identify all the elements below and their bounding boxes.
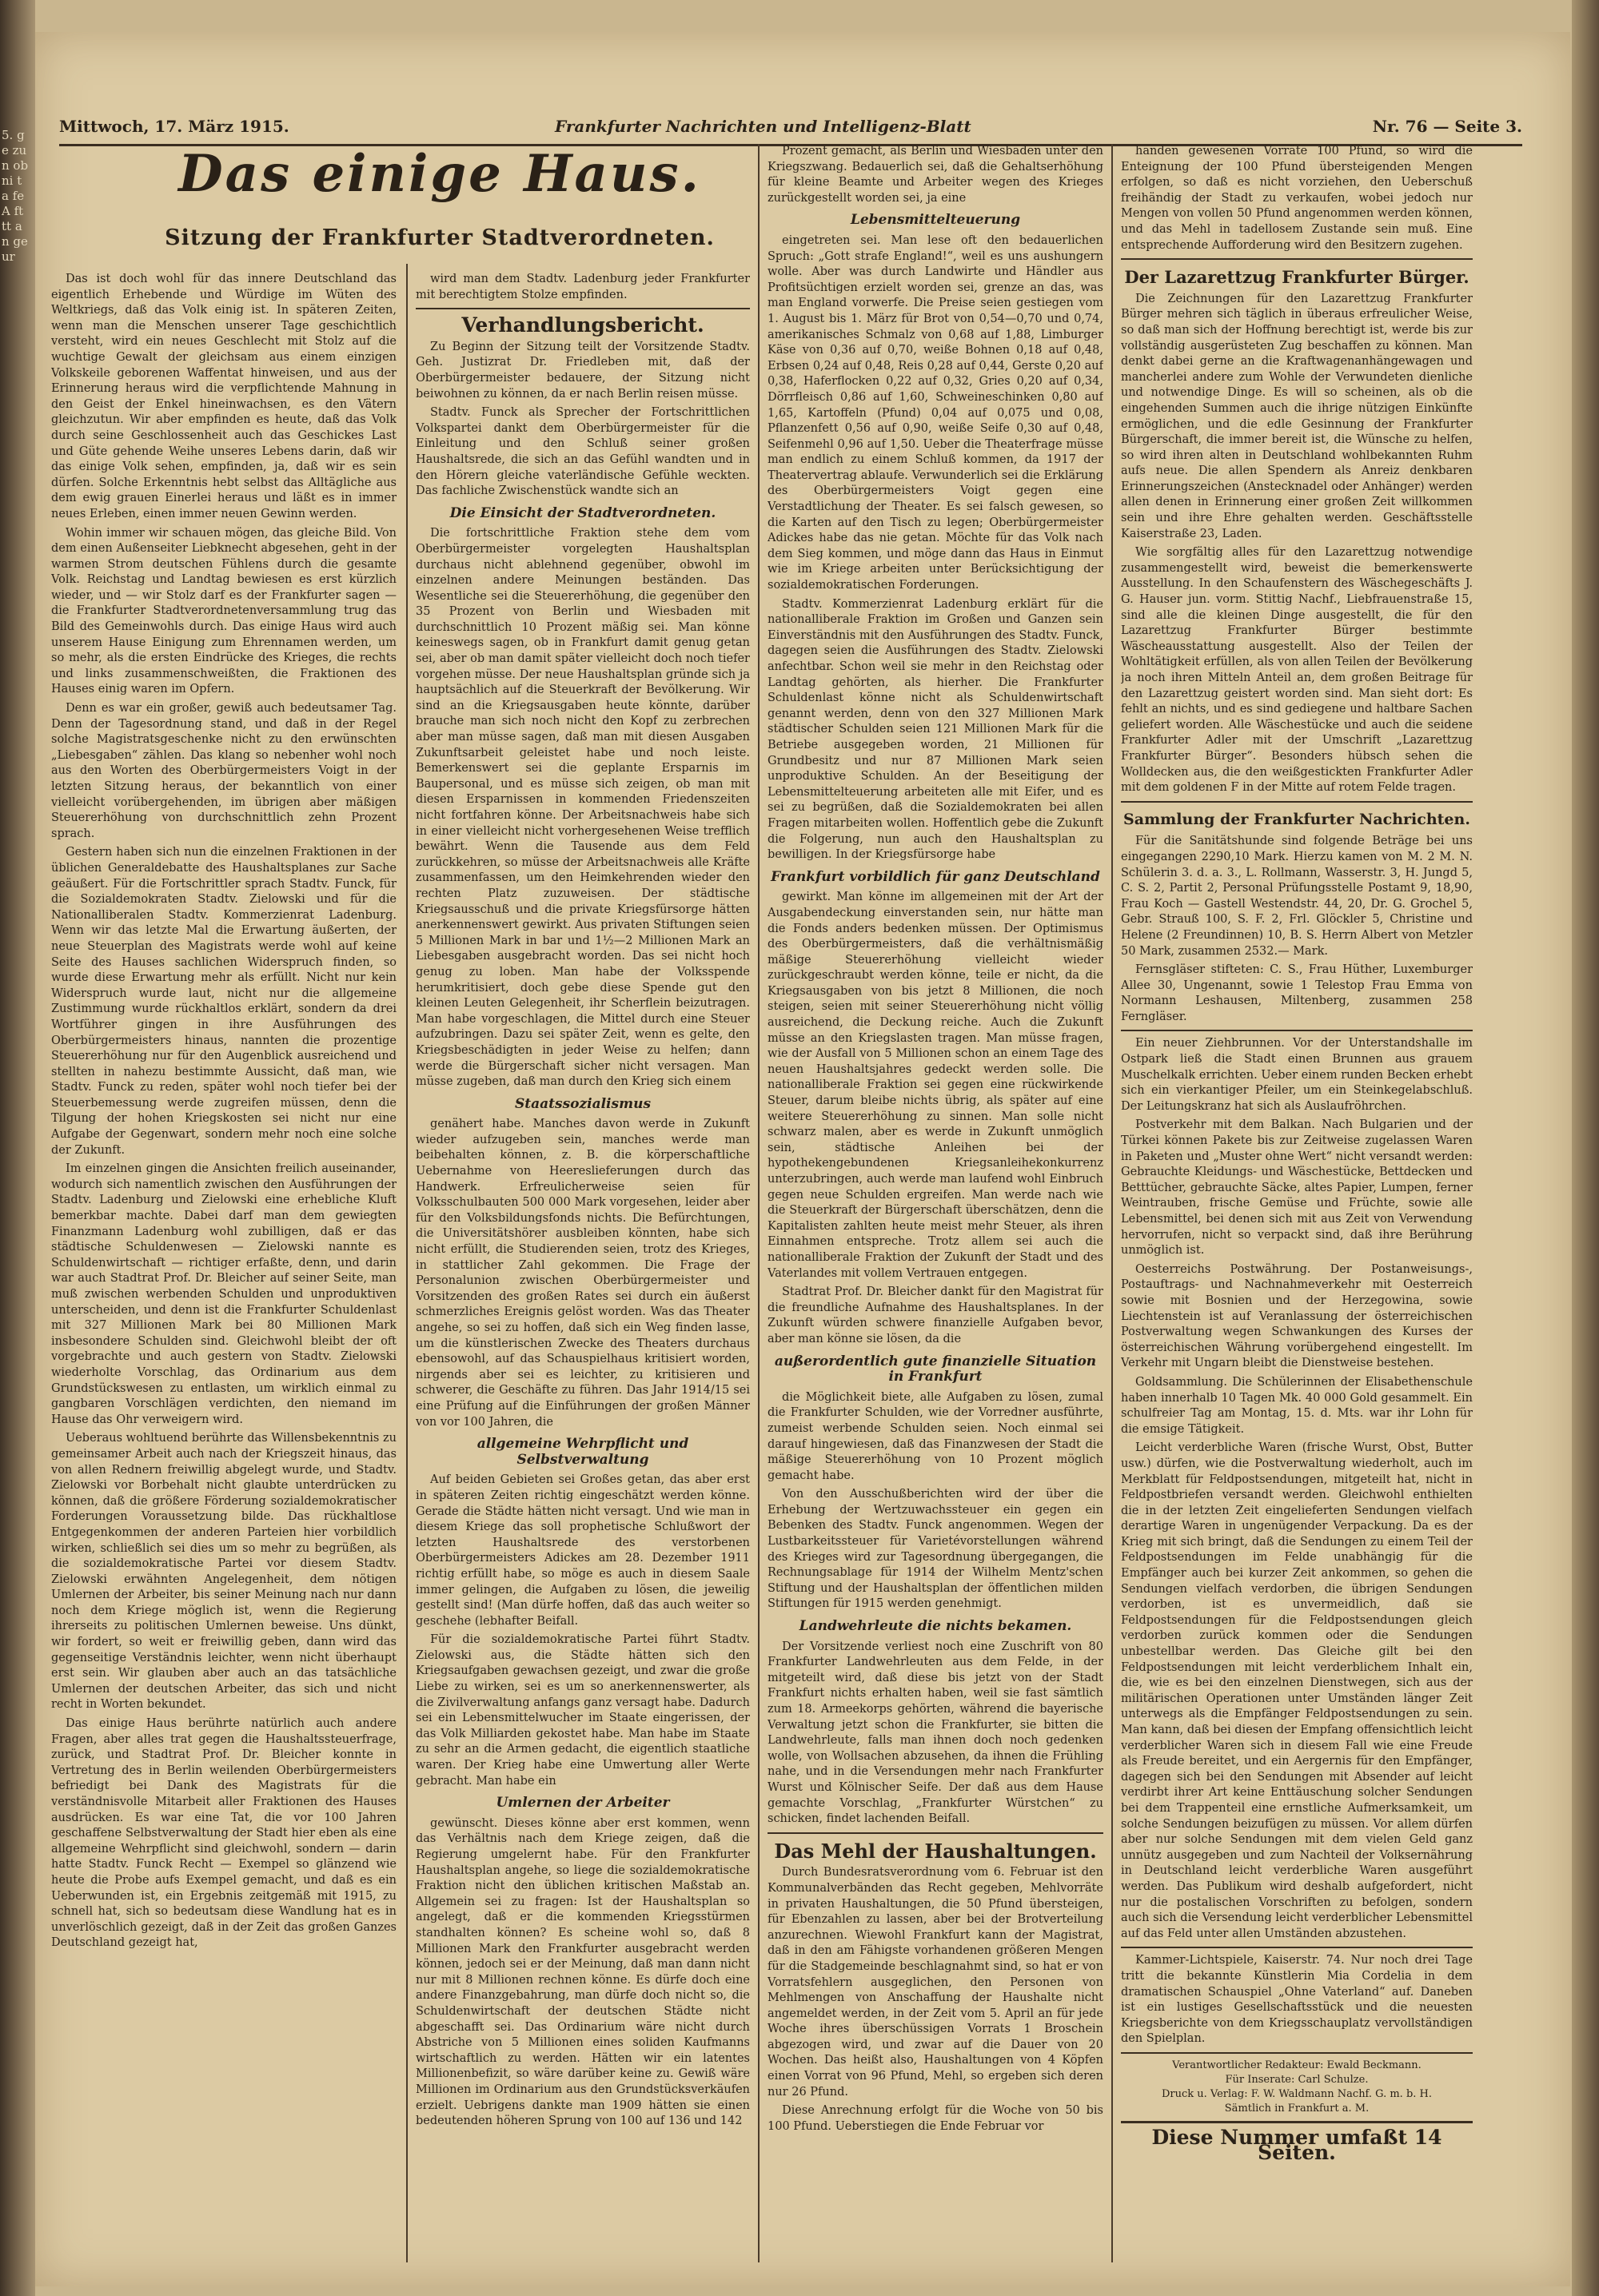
paragraph: Kammer-Lichtspiele, Kaiserstr. 74. Nur noch drei Tage tritt die bekannte Künstlerin Mia Cordelia in dem dramatischen Schauspiel „Ohne Vaterland“ auf. Daneben ist ein lustiges Gesellschaftsstück und die neuesten Kriegsberichte von dem Kriegsschauplatz vervollständigen den Spielplan. bbox=[1121, 1954, 1473, 2046]
paragraph: Stadtv. Kommerzienrat Ladenburg erklärt für die nationalliberale Fraktion im Großen und Ganzen sein Einverständnis mit den Ausführungen des Stadtv. Funck, dagegen seien die Ausführungen des Stadtv. Zielowski anfechtbar. Schon weil sie mehr in den Reichstag oder Landtag gehörten, als hierher. Die Frankfurter Schuldenlast könne nicht als Schuldenwirtschaft genannt werden, denn von den 327 Millionen Mark städtischer Schulden seien 121 Millionen Mark für die Betriebe ausgegeben worden, 21 Millionen für Grundbesitz und nur 87 Millionen Mark seien unproduktive Schulden. An der Beseitigung der Lebensmittelteuerung arbeiteten alle mit Eifer, und es sei zu begrüßen, daß die Sozialdemokraten bei allen Fragen mitarbeiten wollen. Hoffentlich gebe die Zukunft die Folgerung, nun auch den Haushaltsplan zu bewilligen. In der Kriegsfürsorge habe bbox=[768, 597, 1103, 862]
divider bbox=[1121, 258, 1473, 260]
imprint-line: Für Inserate: Carl Schulze. bbox=[1225, 2073, 1369, 2086]
subheading: Staatssozialismus bbox=[514, 1095, 652, 1112]
page-header bbox=[59, 112, 1522, 146]
subheading: allgemeine Wehrpflicht und Selbstverwaltung bbox=[477, 1436, 689, 1468]
subheading: Umlernen der Arbeiter bbox=[496, 1795, 670, 1812]
column-rule bbox=[758, 144, 760, 2262]
headline: Das einige Haus. bbox=[178, 144, 701, 204]
divider bbox=[1121, 1030, 1473, 1031]
paragraph: Durch Bundesratsverordnung vom 6. Februar ist den Kommunalverbänden das Recht gegeben, Mehlvorräte in privaten Haushaltungen, die 50 Pfund übersteigen, für Ebenzahlen zu lassen, aber bei der Brotverteilung anzurechnen. Wiewohl Frankfurt kann der Magistrat, daß in den am Fähigste vorhandenen größeren Mengen für die Stadgemeinde beschlagnahmt sind, so hat er von Vorratsfehlern ausgeglichen, den Personen von Mehlmengen von Anschaffung der Haushalte nicht angemeldet werden, in der Zeit vom 5. April an für jede Woche ihres überschüssigen Vorrats 1 Broschein abgezogen wird, und zwar auf die Dauer von 20 Wochen. Das heißt also, Haushaltungen von 4 Köpfen einen Vorrat von 96 Pfund, Mehl, so ergeben sich deren nur 26 Pfund. bbox=[768, 1866, 1103, 2099]
paragraph: handen gewesenen Vorräte 100 Pfund, so wird die Enteignung der 100 Pfund übersteigenden Mengen erfolgen, so daß es nicht vorziehen, den Ueberschuß freihändig der Stadt zu verkaufen, wobei jedoch nur Mengen von vollen 50 Pfund angenommen werden können, und das Mehl in tadellosem Zustande sein muß. Eine entsprechende Aufforderung wird den Besitzern zugehen. bbox=[1121, 145, 1473, 252]
column-4 bbox=[1121, 144, 1473, 2270]
header-issue: Nr. 76 — Seite 3. bbox=[1372, 117, 1522, 136]
paragraph: Wohin immer wir schauen mögen, das gleiche Bild. Von dem einen Außenseiter Liebknecht abgesehen, geht in der warmen Strom deutschen Fühlens durch die gesamte Volk. Reichstag und Landtag bewiesen es erst kürzlich wieder, und — wir Stolz darf es der Frankfurter sagen — die Frankfurter Stadtverordnetenversammlung trug das Bild des Gemeinwohls durch. Das einige Haus wird auch unserem Hause Einigung zum Ehrennamen werden, um so mehr, als die ersten Eindrücke des Krieges, die rechts und links zusammenschweißten, die Fraktionen des Hauses einig waren im Opfern. bbox=[51, 526, 397, 696]
paragraph: Oesterreichs Postwährung. Der Postanweisungs-, Postauftrags- und Nachnahmeverkehr mit Oesterreich sowie mit Bosnien und der Herzegowina, sowie Liechtenstein ist auf Veranlassung der österreichischen Postverwaltung wegen Schwankungen des Kurses der österreichischen Währung vorübergehend eingestellt. Im Verkehr mit Ungarn bleibt die Dienstweise bestehen. bbox=[1121, 1262, 1473, 1370]
paragraph: Diese Anrechnung erfolgt für die Woche von 50 bis 100 Pfund. Ueberstiegen die Ende Februar vor bbox=[768, 2104, 1103, 2133]
subheading: Frankfurt vorbildlich für ganz Deutschland bbox=[771, 868, 1100, 885]
column-rule bbox=[406, 264, 408, 2262]
subheading: Die Einsicht der Stadtverordneten. bbox=[449, 504, 716, 521]
section-heading: Verhandlungsbericht. bbox=[461, 313, 704, 337]
imprint-line: Sämtlich in Frankfurt a. M. bbox=[1224, 2102, 1370, 2115]
paragraph: Prozent gemacht, als Berlin und Wiesbaden unter den Kriegszwang. Bedauerlich sei, daß die Gehaltserhöhung für kleine Beamte und Arbeiter wegen des Krieges zurückgestellt worden sei, ja eine bbox=[768, 145, 1103, 205]
paragraph: Das einige Haus berührte natürlich auch andere Fragen, aber alles trat gegen die Haushaltssteuerfrage, zurück, und Stadtrat Prof. Dr. Bleicher konnte in Vertretung des in Berlin weilenden Oberbürgermeisters befriedigt bei Dank des Magistrats für die verständnisvolle Mitarbeit aller Fraktionen des Hauses ausdrücken. Es war eine Tat, die vor 100 Jahren geschaffene Selbstverwaltung der Stadt hier eben als eine allgemeine Wehrpflicht sind gleichwohl, sondern — darin hatte Stadtv. Funck Recht — Exempel so glänzend wie heute die Probe aufs Exempel gemacht, und daß es ein Ueberwunden ist, ein Ergebnis zeitgemäß mit 1915, zu schnell hat, sich so bedeutsam diese Wandlung hat es in unverlöschlich gezeigt, daß in der Zeit das großen Ganzes Deutschland gezeigt hat, bbox=[51, 1717, 397, 1950]
paragraph: Gestern haben sich nun die einzelnen Fraktionen in der üblichen Generaldebatte des Haushaltsplanes zur Sache geäußert. Für die Fortschrittler sprach Stadtv. Funck, für die Sozialdemokraten Stadtv. Zielowski und für die Nationalliberalen Stadtv. Kommerzienrat Ladenburg. Wenn wir das letzte Mal die Erwartung äußerten, der neue Steuerplan des Magistrats werde wohl auf keine Seite des Hauses sachlichen Widerspruch finden, so wurde diese Erwartung mehr als erfüllt. Nicht nur kein Widerspruch wurde laut, nicht nur die allgemeine Zustimmung wurde rückhaltlos erklärt, sondern da drei Wortführer gingen in ihre Ausführungen des Oberbürgermeisters hinaus, nannten die prozentige Steuererhöhung nur für den Augenblick ausreichend und stellten in nahezu bestimmte Aussicht, daß man, wie Stadtv. Funck zu reden, später wohl noch tiefer bei der Steuerbemessung werde zugreifen müssen, denn die Tilgung der hohen Kriegskosten sei nicht nur eine Aufgabe der Gegenwart, sondern mehr noch eine solche der Zukunft. bbox=[51, 846, 397, 1157]
subheadline: Sitzung der Frankfurter Stadtverordneten. bbox=[165, 225, 715, 250]
paragraph: Postverkehr mit dem Balkan. Nach Bulgarien und der Türkei können Pakete bis zur Zeitweise zugelassen Waren in Paketen und „Muster ohne Wert“ nicht versandt werden: Gebrauchte Kleidungs- und Wäschestücke, Bettdecken und Betttücher, gebrauchte Säcke, altes Papier, Lumpen, ferner Weintrauben, frische Gemüse und Früchte, sowie alle Lebensmittel, bei denen sich mit aus Zeit von Verwendung hervorrufen, nicht so verpackt sind, daß ihre Berührung unmöglich ist. bbox=[1121, 1118, 1473, 1258]
paragraph: Denn es war ein großer, gewiß auch bedeutsamer Tag. Denn der Tagesordnung stand, und daß in der Regel solche Magistratsgeschenke nicht zu den erwünschten „Liebesgaben“ zählen. Das klang so nebenher wohl noch aus den Worten des Oberbürgermeisters Voigt in der letzten Sitzung heraus, der bekanntlich von einer vielleicht vorübergehenden, im übrigen aber mäßigen Steuererhöhung von durchschnittlich zehn Prozent sprach. bbox=[51, 702, 397, 840]
spine-text: 5. ge zu n ob ni ta fe A ft tt a n ge ur bbox=[2, 128, 29, 264]
paragraph: Ueberaus wohltuend berührte das Willensbekenntnis zu gemeinsamer Arbeit auch nach der Kriegszeit hinaus, das von allen Rednern freiwillig abgelegt wurde, und Stadtv. Zielowski vor Borbehalt nicht glaubte unterdrücken zu können, daß die größere Förderung sozialdemokratischer Forderungen Voraussetzung bilde. Das rückhaltlose Entgegenkommen der anderen Parteien hier vorbildlich wirken, schließlich sei dies um so mehr zu begrüßen, als die sozialdemokratische Partei vor diesem Stadtv. Zielowski erwähnten Angelegenheit, dem nötigen Umlernen der Arbeiter, bis seiner Meinung nach nur dann noch dem Kriege möglich ist, wenn die Regierung ihrerseits zu politischen Umlernen beweise. Uns dünkt, wir fordert, so weit er freiwillig geben, dann wird das gegenseitige Verständnis leichter, wenn nicht überhaupt erst sein. Wir glauben aber auch an das tatsächliche Umlernen der deutschen Arbeiter, das sich und nicht recht in Worten bekundet. bbox=[51, 1432, 397, 1712]
paragraph: gewirkt. Man könne im allgemeinen mit der Art der Ausgabendeckung einverstanden sein, nur hätte man die Fonds anders bedenken müssen. Der Optimismus des Oberbürgermeisters, daß die verhältnismäßig mäßige Steuererhöhung vielleicht wieder zurückgeschraubt werden könne, teile er nicht, da die Kriegsausgaben von bis jetzt 8 Millionen, die noch steigen, seien mit seiner Steuererhöhung nicht völlig ausreichend, die Deckung reiche. Auch die Zukunft müsse an den Kriegslasten tragen. Man müsse fragen, wie der Ausfall von 5 Millionen schon an einem Tage des neuen Haushaltsjahres gedeckt werden solle. Die nationalliberale Fraktion sei gegen eine rückwirkende Steuer, darum bleibe nichts übrig, als später auf eine weitere Steuererhöhung zu sinnen. Man solle nicht schwarz malen, aber es werde in Zukunft unmöglich sein, städtische Anleihen bei der hypothekengebundenen Kriegsanleihekonkurrenz unterzubringen, auch werde man laufend wohl Einbruch gegen neue Schulden ergreifen. Man werde nach wie die Steuerkraft der Bürgerschaft überschätzen, denn die Kapitalisten zahlten heute meist mehr Steuer, als ihren Einnahmen entspreche. Trotz allem sei auch die nationalliberale Fraktion der Zukunft der Stadt und des Vaterlandes mit vollem Vertrauen entgegen. bbox=[768, 891, 1103, 1280]
column-2 bbox=[416, 272, 750, 2270]
paragraph: gewünscht. Dieses könne aber erst kommen, wenn das Verhältnis nach dem Kriege zeigen, daß die Regierung umgelernt habe. Für den Frankfurter Haushaltsplan angehe, so liege die sozialdemokratische Fraktion nicht den üblichen kritischen Maßstab an. Allgemein sei zu fragen: Ist der Haushaltsplan so angelegt, daß er die kommenden Kriegsstürmen standhalten können? Es scheine wohl so, daß 8 Millionen Mark den Frankfurter ausgebracht werden können, jedoch sei er der Meinung, daß man dann nicht nur mit 8 Millionen rechnen könne. Es dürfe doch eine andere Finanzgebahrung, man dürfe doch nicht so, die Schuldenwirtschaft der deutschen Städte nicht abgeschafft sei. Das Ordinarium wäre nicht durch Abstriche von 5 Millionen eines soliden Kaufmanns wirtschaftlich zu werden. Hätten wir ein latentes Millionenbefizit, so wäre darüber keine zu. Gewiß wäre Millionen im Ordinarium aus den Grundstücksverkäufen erzielt. Uebrigens dankte man 1909 hätten sie einen bedeutenden höheren Sprung von 100 auf 136 und 142 bbox=[416, 1816, 750, 2128]
header-date: Mittwoch, 17. März 1915. bbox=[59, 117, 289, 136]
paragraph: Die Zeichnungen für den Lazarettzug Frankfurter Bürger mehren sich täglich in überaus erfreulicher Weise, so daß man sich der Hoffnung berechtigt ist, werde bis zur vollständig ausgerüsteten Zug beschaffen zu können. Man denkt dabei gerne an die Kraftwagenanhängewagen und mancherlei andere zum Wohle der Verwundeten dienliche und notwendige Dinge. Es will so scheinen, als ob die eingehenden Summen auch die ihrige nützigen Einkünfte ermöglichen, und die edle Gesinnung der Frankfurter Bürgerschaft, die immer bereit ist, die Wünsche zu helfen, so wird ihren alten in Deutschland wohlbekannten Ruhm aufs neue. Die allen Spendern als Anreiz denkbaren Erinnerungszeichen (Anstecknadel oder Anhänger) werden allen denen in Erinnerung einer großen Zeit willkommen sein und ihre Ehre gehalten werden. Geschäftsstelle Kaiserstraße 23, Laden. bbox=[1121, 292, 1473, 540]
imprint-line: Druck u. Verlag: F. W. Waldmann Nachf. G. m. b. H. bbox=[1161, 2087, 1433, 2100]
imprint-line: Verantwortlicher Redakteur: Ewald Beckmann. bbox=[1172, 2059, 1422, 2071]
paragraph: Fernsgläser stifteten: C. S., Frau Hüther, Luxemburger Allee 30, Ungenannt, sowie 1 Telestop Frau Emma von Normann Leshausen, Miltenberg, zusammen 258 Ferngläser. bbox=[1121, 963, 1473, 1023]
paragraph: Für die Sanitätshunde sind folgende Beträge bei uns eingegangen 2290,10 Mark. Hierzu kamen von M. 2 M. N. Schülerin 3. d. a. 3., L. Rollmann, Wasserstr. 3, H. Jungd 5, C. S. 2, Partit 2, Personal Prüfungsstelle Postamt 9, 18,90, Frau Koch — Gastell Westendstr. 44, 20, Dr. G. Grochel 5, Gebr. Strauß 100, S. F. 2, Frl. Glöckler 5, Christine und Helene (2 Freundinnen) 10, B. S. Herrn Albert von Metzler 50 Mark, zusammen 2532.— Mark. bbox=[1121, 835, 1473, 958]
paragraph: Im einzelnen gingen die Ansichten freilich auseinander, wodurch sich namentlich zwischen den Ausführungen der Stadtv. Ladenburg und Zielowski eine erhebliche Kluft bemerkbar machte. Dabei darf man dem gewiegten Finanzmann Ladenburg wohl zubilligen, daß er das städtische Schuldenwesen — Zielowski nannte es Schuldenwirtschaft — richtiger erfaßte, denn, und darin war auch Stadtrat Prof. Dr. Bleicher auf seiner Seite, man muß zwischen werbenden Schulden und unproduktiven unterscheiden, und denn ist die Frankfurter Schuldenlast mit 327 Millionen Mark bei 80 Millionen Mark insbesondere Schulden sind. Gleichwohl bleibt der oft vorgebrachte und auch gestern von Stadtv. Zielowski wiederholte Vorschlag, das Ordinarium aus dem Grundstückswesen zu entlasten, um wirklich einmal zu gangbaren Vorschlägen verdichten, den niemand im Hause das Ohr verweigern wird. bbox=[51, 1162, 397, 1426]
divider bbox=[416, 308, 750, 309]
paragraph: Goldsammlung. Die Schülerinnen der Elisabethenschule haben innerhalb 10 Tagen Mk. 40 000 Gold gesammelt. Ein schulfreier Tag am Montag, 15. d. Mts. war ihr Lohn für die emsige Tätigkeit. bbox=[1121, 1375, 1473, 1436]
section-heading: Der Lazarettzug Frankfurter Bürger. bbox=[1124, 267, 1469, 288]
subheading: Lebensmittelteuerung bbox=[850, 212, 1021, 229]
paragraph: Der Vorsitzende verliest noch eine Zuschrift von 80 Frankfurter Landwehrleuten aus dem Felde, in der mitgeteilt wird, daß diese bis jetzt von der Stadt Frankfurt nichts erhalten haben, weil sie fast sämtlich zum 18. Armeekorps gehörten, während die bayerische Verwaltung jetzt schon die Frankfurter, sie bitten die Landwehrleute, falls man ihnen doch noch gedenken wolle, von Wollsachen abzusehen, da ihnen die Frühling nahe, und in die Versendungen mehr nach Frankfurter Wurst und Kölnischer Seife. Der daß aus dem Hause gemachte Vorschlag, „Frankfurter Würstchen“ zu schicken, findet lachenden Beifall. bbox=[768, 1640, 1103, 1826]
paragraph: Das ist doch wohl für das innere Deutschland das eigentlich Erhebende und Würdige im Wüten des Weltkriegs, daß das Volk einig ist. In späteren Zeiten, wenn man die Menschen unserer Tage geschichtlich versteht, wird ein neues Geschlecht mit Stolz auf die wuchtige Gewalt der gleichsam aus einem einzigen Volkskeile geborenen Waffentat hinweisen, und aus der Erinnerung heraus wird die verpflichtende Mahnung in den Geist der Enkel hineinwachsen, es den Vätern gleichzutun. Wir aber empfinden es heute, daß das Volk durch seine Geschlossenheit auch das Geschickes Last und Güte gehende Weihe unseres Lebens darin, daß wir das einige Volk sehen, empfinden, ja, daß wir es sein dürfen. Solche Erkenntnis hebt selbst das Alltägliche aus dem ewig grauen Einerlei heraus und läßt es in immer neues Erleben, einen immer neuen Gewinn werden. bbox=[51, 273, 397, 520]
paragraph: Stadtv. Funck als Sprecher der Fortschrittlichen Volkspartei dankt dem Oberbürgermeister für die Einleitung und den Schluß seiner großen Haushaltsrede, die sich an das Gefühl wandten und in den Hörern gleiche vaterländische Gefühle weckten. Das fachliche Zwischenstück wandte sich an bbox=[416, 406, 750, 498]
section-heading: Sammlung der Frankfurter Nachrichten. bbox=[1123, 810, 1470, 828]
header-masthead: Frankfurter Nachrichten und Intelligenz-Blatt bbox=[555, 117, 971, 136]
section-heading: Das Mehl der Haushaltungen. bbox=[774, 1839, 1097, 1863]
page-edge bbox=[1572, 0, 1599, 2296]
page-count-note: Diese Nummer umfaßt 14 Seiten. bbox=[1121, 2121, 1473, 2161]
column-3 bbox=[768, 144, 1103, 2270]
paragraph: Die fortschrittliche Fraktion stehe dem vom Oberbürgermeister vorgelegten Haushaltsplan durchaus nicht ablehnend gegenüber, obwohl im einzelnen andere Meinungen beständen. Das Wesentliche sei die Steuererhöhung, die gegenüber den 35 Prozent von Berlin und Wiesbaden mit durchschnittlich 10 Prozent mäßig sei. Man könne keineswegs sagen, ob in Frankfurt damit genug getan sei, aber ob man damit später vielleicht doch noch tiefer vorgehen müsse. Der neue Haushaltsplan gründe sich ja hauptsächlich auf die Steuerkraft der Bevölkerung. Wir sind an die Kriegsausgaben heute könnte, darüber brauche man sich noch nicht den Kopf zu zerbrechen aber man müsse sagen, daß man mit diesen Ausgaben Zukunftsarbeit geleistet habe und noch leiste. Bemerkenswert sei die geplante Ersparnis im Baupersonal, und es müsse sich zeigen, ob man mit diesen Ersparnissen in kommenden Friedenszeiten nicht fortfahren könne. Der Arbeitsnachweis habe sich in einer vielleicht nicht vorhergesehenen Weise trefflich bewährt. Wenn die Tausende aus dem Feld zurückkehren, so müsse der Arbeitsnachweis alle Kräfte zusammenfassen, um den Heimkehrenden wieder den rechten Platz zuzuweisen. Der städtische Kriegsausschuß und die private Kriegsfürsorge hätten anerkennenswert gewirkt. Aus privaten Stiftungen seien 5 Millionen Mark in bar und 1½—2 Millionen Mark an Liebesgaben ausgebracht worden. Das sei nicht hoch genug zu loben. Man habe der Volksspende herumkritisiert, doch gebe diese Spende gut den kleinen Leuten Gelegenheit, ihr Scherflein beizutragen. Man habe vorgeschlagen, die Mittel durch eine Steuer aufzubringen. Dazu sei später Zeit, wenn es gelte, den Kriegsbeschädigten in jeder Weise zu helfen; dann werde die Bürgerschaft sicher nicht versagen. Man müsse zugeben, daß man durch den Krieg sich einem bbox=[416, 527, 750, 1089]
column-1 bbox=[51, 272, 397, 2270]
divider bbox=[1121, 2052, 1473, 2054]
paragraph: Zu Beginn der Sitzung teilt der Vorsitzende Stadtv. Geh. Justizrat Dr. Friedleben mit, daß der Oberbürgermeister bedauere, der Sitzung nicht beiwohnen zu können, da er nach Berlin reisen müsse. bbox=[416, 340, 750, 401]
paragraph: Ein neuer Ziehbrunnen. Vor der Unterstandshalle im Ostpark ließ die Stadt einen Brunnen aus grauem Muschelkalk errichten. Ueber einem runden Becken erhebt sich ein vierkantiger Pfeiler, um ein Steinkegelabschluß. Der Leitungskranz hat sich als Auslaufröhrchen. bbox=[1121, 1037, 1473, 1113]
paragraph: die Möglichkeit biete, alle Aufgaben zu lösen, zumal die Frankfurter Schulden, wie der Vorredner ausführte, zumeist werbende Schulden seien. Noch einmal sei darauf hingewiesen, daß das Finanzwesen der Stadt die mäßige Steuererhöhung von 10 Prozent möglich gemacht habe. bbox=[768, 1390, 1103, 1482]
paragraph: genähert habe. Manches davon werde in Zukunft wieder aufzugeben sein, manches werde man beibehalten können, z. B. die körperschaftliche Uebernahme von Heereslieferungen durch das Handwerk. Erfreulicherweise seien für Volksschulbauten 500 000 Mark vorgesehen, leider aber für den Volksbildungsfonds nichts. Die Befürchtungen, die Universitätshörer ausbleiben könnten, habe sich nicht erfüllt, die Studierenden seien, trotz des Krieges, in stattlicher Zahl gekommen. Die Frage der Personalunion zwischen Oberbürgermeister und Vorsitzenden des großen Rates sei durch ein äußerst schmerzliches Ereignis gelöst worden. Was das Theater angehe, so sei zu hoffen, daß sich ein Weg finden lasse, um die künstlerischen Zwecke des Theaters durchaus ebensowohl, auf das Schauspielhaus kritisiert worden, nirgends aber sei es leichter, zu kritisieren und schwerer, die Geschäfte zu führen. Das Jahr 1914/15 sei eine Prüfung auf die Einführungen der großen Männer von vor 100 Jahren, die bbox=[416, 1118, 750, 1429]
paragraph: eingetreten sei. Man lese oft den bedauerlichen Spruch: „Gott strafe England!“, weil es uns aushungern wolle. Aber was durch Landwirte und Händler aus Profitsüchtigen erzielt worden sei, grenze an das, was man England vorwerfe. Die Preise seien gestiegen vom 1. August bis 1. März für Brot von 0,54—0,70 und 0,74, amerikanisches Schmalz von 0,68 auf 1,88, Limburger Käse von 0,36 auf 0,70, weiße Bohnen 0,18 auf 0,48, Erbsen 0,24 auf 0,48, Reis 0,28 auf 0,44, Gerste 0,20 auf 0,38, Haferflocken 0,22 auf 0,32, Gries 0,20 auf 0,34, Dörrfleisch 0,86 auf 1,60, Schweineschinken 0,80 auf 1,65, Kartoffeln (Pfund) 0,04 auf 0,075 und 0,08, Pflanzenfett 0,56 auf 0,90, weiße Seife 0,30 auf 0,48, Seifenmehl 0,96 auf 1,50. Ueber die Theaterfrage müsse man endlich zu einem Schluß kommen, da 1917 der Theatervertrag ablaufe. Verwunderlich sei die Erklärung des Oberbürgermeisters Voigt gegen eine Verstadtlichung der Theater. Es sei falsch gewesen, so die Karten auf den Tisch zu legen; Oberbürgermeister Adickes habe das nie getan. Möchte für das Volk nach dem Sieg kommen, und möge dann das Haus in Einmut wie im Kriege arbeiten unter Berücksichtigung der sozialdemokratischen Forderungen. bbox=[768, 233, 1103, 592]
paragraph: Wie sorgfältig alles für den Lazarettzug notwendige zusammengestellt wird, beweist die bemerkenswerte Ausstellung. In den Schaufenstern des Wäschegeschäfts J. G. Hauser jun. vorm. Stittig Nachf., Liebfrauenstraße 15, sind alle die kleinen Dinge ausgestellt, die für den Lazarettzug Frankfurter Bürger bestimmte Wäscheausstattung ausgestellt. Also der Teilen der Wohltätigkeit erfüllen, als von allen Teilen der Bevölkerung ja noch ihren Mitteln Anteil an, dem großen Beitrage für den Lazarettzug geistert worden sind. Man sieht dort: Es fehlt an nichts, und es sind gediegene und haltbare Sachen geliefert worden. Alle Wäschestücke und auch die seidene Frankfurter Adler mit der Umschrift „Lazarettzug Frankfurter Bürger“. Besonders hübsch sehen die Wolldecken aus, die den weißgestickten Frankfurter Adler mit dem goldenen F in der Mitte auf rotem Felde tragen. bbox=[1121, 546, 1473, 795]
subheading: außerordentlich gute finanzielle Situation in Frankfurt bbox=[774, 1353, 1097, 1385]
paragraph: Auf beiden Gebieten sei Großes getan, das aber erst in späteren Zeiten richtig eingeschätzt werden könne. Gerade die Städte hätten nicht versagt. Und wie man in diesem Kriege das soll prophetische Schlußwort der letzten Haushaltsrede des verstorbenen Oberbürgermeisters Adickes am 28. Dezember 1911 richtig erfüllt habe, so möge es auch in diesem Saale immer gelingen, die Aufgaben zu lösen, die jeweilig gestellt sind! (Man dürfe hoffen, daß das auch weiter so geschehe (lebhafter Beifall. bbox=[416, 1473, 750, 1628]
paragraph: Von den Ausschußberichten wird der über die Erhebung der Wertzuwachssteuer ein gegen ein Bebenken des Stadtv. Funck angenommen. Wegen der Lustbarkeitssteuer für Varietévorstellungen während des Krieges wird zur Tagesordnung übergegangen, die Rechnungsablage für 1914 der Wilhelm Mentz'schen Stiftung und der Haushaltsplan der öffentlichen milden Stiftungen für 1915 werden genehmigt. bbox=[768, 1488, 1103, 1611]
divider bbox=[768, 1832, 1103, 1834]
paragraph: Stadtrat Prof. Dr. Bleicher dankt für den Magistrat für die freundliche Aufnahme des Haushaltsplanes. In der Zukunft würden schwere finanzielle Aufgaben bevor, aber man könne sie lösen, da die bbox=[768, 1286, 1103, 1345]
column-rule bbox=[1111, 144, 1113, 2262]
divider bbox=[1121, 1947, 1473, 1948]
subheading: Landwehrleute die nichts bekamen. bbox=[799, 1618, 1072, 1635]
paragraph: wird man dem Stadtv. Ladenburg jeder Frankfurter mit berechtigtem Stolze empfinden. bbox=[416, 273, 750, 301]
divider bbox=[1121, 801, 1473, 803]
paragraph: Für die sozialdemokratische Partei führt Stadtv. Zielowski aus, die Städte hätten sich den Kriegsaufgaben gewachsen gezeigt, und zwar die große Liebe zu wirken, sei es um so anerkennenswerter, als die Zivilverwaltung anfangs ganz versagt habe. Dadurch sei ein Lebensmittelwucher im Staate eingerissen, der das Volk Milliarden gekostet habe. Man habe im Staate zu sehr an die Armen gedacht, die eigentlich staatliche waren. Der Krieg habe eine Umwertung aller Werte gebracht. Man habe ein bbox=[416, 1633, 750, 1788]
paragraph: Leicht verderbliche Waren (frische Wurst, Obst, Butter usw.) dürfen, wie die Postverwaltung wiederholt, auch im Merkblatt für Feldpostsendungen, mitgeteilt hat, nicht in Feldpostbriefen versandt werden. Gleichwohl enthielten die in der letzten Zeit eingelieferten Sendungen vielfach derartige Waren in ungenügender Verpackung. Da es der Krieg mit sich bringt, daß die Sendungen zu einem Teil der Feldpostsendungen im Felde unabhängig für die Empfänger auch bei kurzer Zeit ankommen, so gehen die Sendungen vielfach verdorben, die übrigen Sendungen verdorben, ist es unvermeidlich, daß sie Feldpostsendungen für die Feldpostsendungen gleich verdorben zurück kommen oder die Sendungen unbestellbar werden. Das Gleiche gilt bei den Feldpostsendungen mit leicht verderblichem Inhalt ein, die, wie es bei den einzelnen Dienstwegen, sich aus der militärischen Operationen unter Umständen länger Zeit unterwegs als die Empfänger Feldpostsendungen zu sein. Man kann, daß bei diesen der Empfang offensichtlich leicht verderblicher Waren sich in diesem Fall wie eine Freude als Freude bereitet, und ein Aergernis für den Empfänger, dagegen sich bei den Sendungen mit Absender auf leicht verdirbt ihrer Art keine Enttäuschung solcher Sendungen bei dem Trappenteil eine ernstliche Aufmerksamkeit, um solche Sendungen beizufügen zu müssen. Vor allem dürfen aber nur solche Sendungen mit dem vielen Geld ganz unnütz ausgegeben und zum Nachteil der Volksernährung in Deutschland leicht verderbliche Waren ausgeführt werden. Das Publikum wird deshalb aufgefordert, nicht nur die postalischen Vorschriften zu befolgen, sondern auch sich die Versendung leicht verderblicher Lebensmittel auf das Feld unter allen Umständen abzustehen. bbox=[1121, 1441, 1473, 1940]
book-spine bbox=[0, 0, 35, 2296]
